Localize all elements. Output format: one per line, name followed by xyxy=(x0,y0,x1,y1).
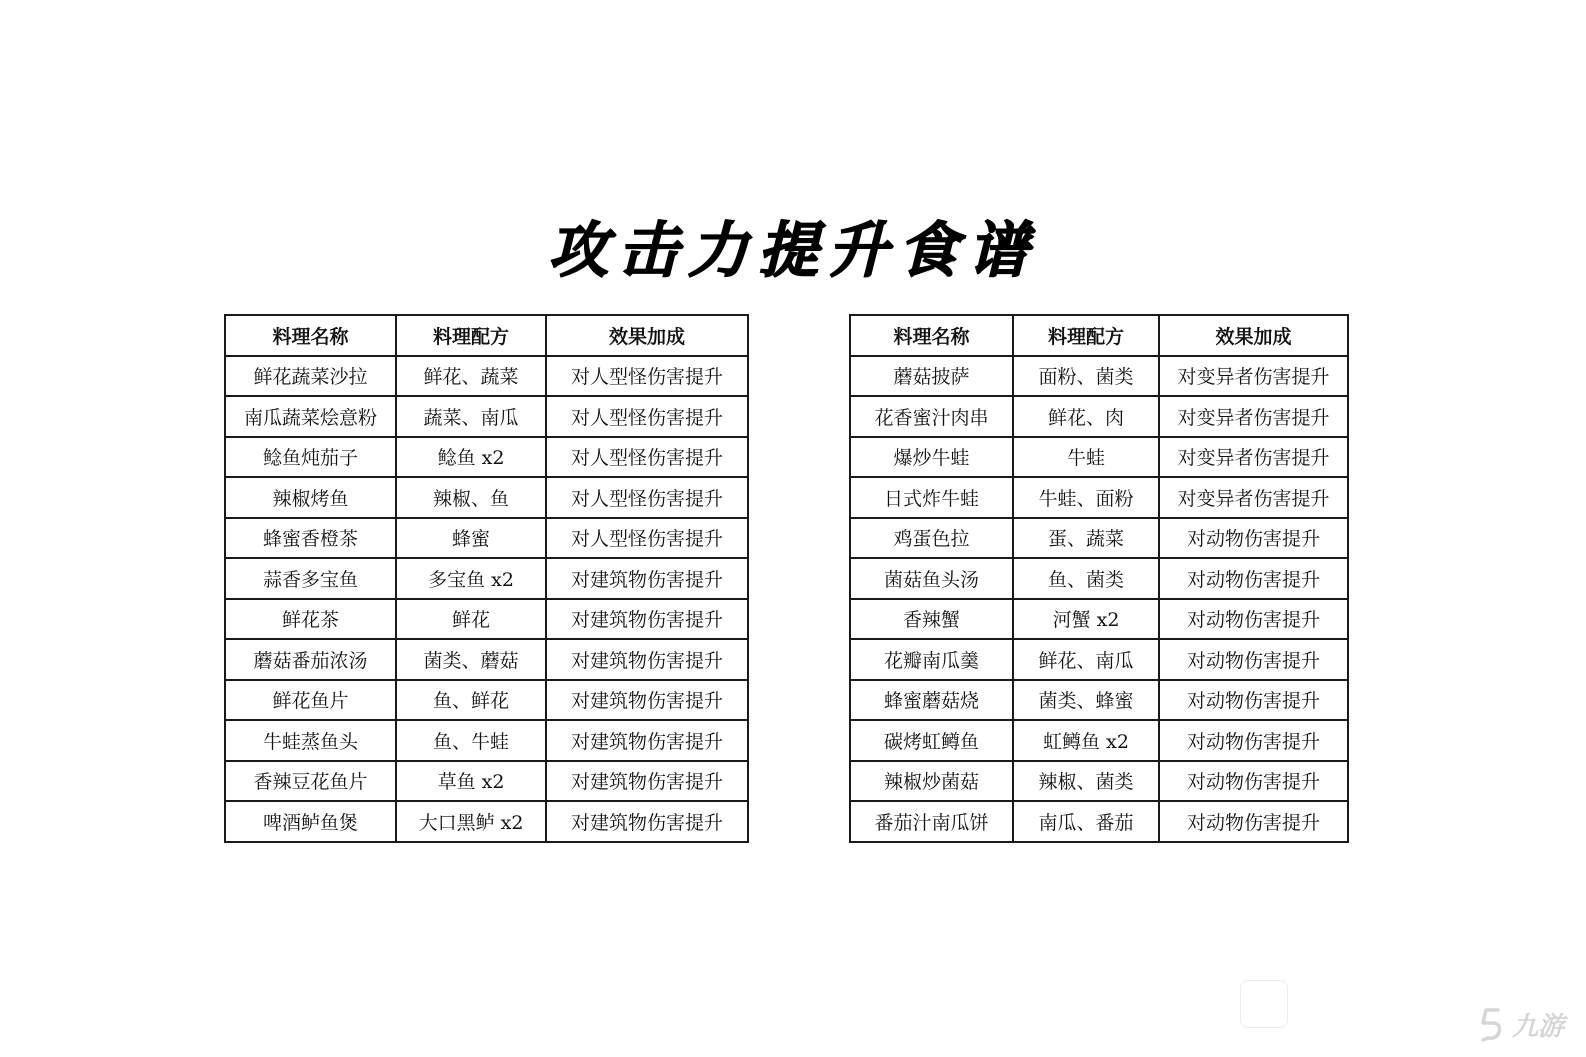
cell-recipe: 大口黑鲈 x2 xyxy=(396,801,546,842)
table-row xyxy=(225,680,748,721)
cell-dish-name: 辣椒烤鱼 xyxy=(225,477,396,518)
recipe-table-right xyxy=(849,314,1349,843)
cell-dish-name: 鲶鱼炖茄子 xyxy=(225,437,396,478)
cell-dish-name: 蒜香多宝鱼 xyxy=(225,558,396,599)
cell-dish-name: 辣椒炒菌菇 xyxy=(850,761,1013,802)
header-recipe: 料理配方 xyxy=(1013,315,1159,356)
cell-dish-name: 南瓜蔬菜烩意粉 xyxy=(225,396,396,437)
cell-recipe: 鱼、牛蛙 xyxy=(396,720,546,761)
cell-effect: 对人型怪伤害提升 xyxy=(546,396,748,437)
cell-effect: 对变异者伤害提升 xyxy=(1159,477,1348,518)
table-row xyxy=(850,639,1348,680)
cell-recipe: 鱼、菌类 xyxy=(1013,558,1159,599)
cell-recipe: 蛋、蔬菜 xyxy=(1013,518,1159,559)
cell-dish-name: 鲜花蔬菜沙拉 xyxy=(225,356,396,397)
cell-effect: 对建筑物伤害提升 xyxy=(546,639,748,680)
cell-effect: 对变异者伤害提升 xyxy=(1159,396,1348,437)
cell-recipe: 鲜花、肉 xyxy=(1013,396,1159,437)
cell-effect: 对变异者伤害提升 xyxy=(1159,437,1348,478)
cell-recipe: 蜂蜜 xyxy=(396,518,546,559)
header-dish-name: 料理名称 xyxy=(850,315,1013,356)
cell-recipe: 虹鳟鱼 x2 xyxy=(1013,720,1159,761)
header-effect: 效果加成 xyxy=(546,315,748,356)
cell-recipe: 鲜花、蔬菜 xyxy=(396,356,546,397)
table-row xyxy=(225,599,748,640)
cell-recipe: 鲜花 xyxy=(396,599,546,640)
cell-recipe: 鲜花、南瓜 xyxy=(1013,639,1159,680)
table-row xyxy=(850,761,1348,802)
nine-game-logo-icon xyxy=(1478,1007,1508,1043)
recipe-table-left xyxy=(224,314,749,843)
cell-dish-name: 蜂蜜蘑菇烧 xyxy=(850,680,1013,721)
cell-effect: 对动物伤害提升 xyxy=(1159,558,1348,599)
cell-recipe: 草鱼 x2 xyxy=(396,761,546,802)
cell-dish-name: 鲜花鱼片 xyxy=(225,680,396,721)
cell-recipe: 菌类、蜂蜜 xyxy=(1013,680,1159,721)
table-row xyxy=(225,396,748,437)
cell-dish-name: 牛蛙蒸鱼头 xyxy=(225,720,396,761)
cell-recipe: 蔬菜、南瓜 xyxy=(396,396,546,437)
table-body xyxy=(850,356,1348,842)
header-effect: 效果加成 xyxy=(1159,315,1348,356)
cell-recipe: 河蟹 x2 xyxy=(1013,599,1159,640)
header-dish-name: 料理名称 xyxy=(225,315,396,356)
cell-dish-name: 香辣豆花鱼片 xyxy=(225,761,396,802)
header-recipe: 料理配方 xyxy=(396,315,546,356)
table-row xyxy=(225,437,748,478)
table-row xyxy=(850,477,1348,518)
cell-effect: 对动物伤害提升 xyxy=(1159,518,1348,559)
cell-dish-name: 蘑菇番茄浓汤 xyxy=(225,639,396,680)
table-row xyxy=(850,720,1348,761)
cell-dish-name: 菌菇鱼头汤 xyxy=(850,558,1013,599)
table-row xyxy=(850,801,1348,842)
cell-effect: 对动物伤害提升 xyxy=(1159,761,1348,802)
cell-effect: 对建筑物伤害提升 xyxy=(546,558,748,599)
cell-effect: 对人型怪伤害提升 xyxy=(546,437,748,478)
table-row xyxy=(850,356,1348,397)
cell-recipe: 牛蛙 xyxy=(1013,437,1159,478)
cell-recipe: 鱼、鲜花 xyxy=(396,680,546,721)
cell-dish-name: 啤酒鲈鱼煲 xyxy=(225,801,396,842)
table-body xyxy=(225,356,748,842)
cell-effect: 对建筑物伤害提升 xyxy=(546,720,748,761)
cell-effect: 对人型怪伤害提升 xyxy=(546,477,748,518)
table-row xyxy=(225,558,748,599)
cell-effect: 对动物伤害提升 xyxy=(1159,599,1348,640)
cell-dish-name: 香辣蟹 xyxy=(850,599,1013,640)
cell-recipe: 牛蛙、面粉 xyxy=(1013,477,1159,518)
watermark-logo xyxy=(1478,1006,1564,1043)
faint-watermark-square xyxy=(1240,980,1288,1028)
table-row xyxy=(850,558,1348,599)
cell-dish-name: 花瓣南瓜羹 xyxy=(850,639,1013,680)
cell-effect: 对变异者伤害提升 xyxy=(1159,356,1348,397)
cell-effect: 对人型怪伤害提升 xyxy=(546,518,748,559)
cell-dish-name: 番茄汁南瓜饼 xyxy=(850,801,1013,842)
table-row xyxy=(225,477,748,518)
cell-recipe: 面粉、菌类 xyxy=(1013,356,1159,397)
watermark-text: 九游 xyxy=(1511,1012,1564,1042)
cell-effect: 对动物伤害提升 xyxy=(1159,801,1348,842)
cell-recipe: 鲶鱼 x2 xyxy=(396,437,546,478)
cell-effect: 对动物伤害提升 xyxy=(1159,720,1348,761)
table-row xyxy=(225,518,748,559)
cell-dish-name: 日式炸牛蛙 xyxy=(850,477,1013,518)
cell-effect: 对建筑物伤害提升 xyxy=(546,761,748,802)
table-row xyxy=(225,761,748,802)
cell-recipe: 多宝鱼 x2 xyxy=(396,558,546,599)
table-row xyxy=(225,720,748,761)
table-row xyxy=(225,801,748,842)
cell-recipe: 南瓜、番茄 xyxy=(1013,801,1159,842)
cell-effect: 对动物伤害提升 xyxy=(1159,639,1348,680)
table-row xyxy=(225,639,748,680)
cell-recipe: 辣椒、菌类 xyxy=(1013,761,1159,802)
cell-recipe: 辣椒、鱼 xyxy=(396,477,546,518)
cell-dish-name: 爆炒牛蛙 xyxy=(850,437,1013,478)
page-title: 攻击力提升食谱 xyxy=(548,216,1038,286)
cell-dish-name: 蜂蜜香橙茶 xyxy=(225,518,396,559)
table-row xyxy=(850,518,1348,559)
cell-dish-name: 鲜花茶 xyxy=(225,599,396,640)
table-row xyxy=(850,599,1348,640)
cell-dish-name: 花香蜜汁肉串 xyxy=(850,396,1013,437)
cell-effect: 对建筑物伤害提升 xyxy=(546,801,748,842)
cell-dish-name: 碳烤虹鳟鱼 xyxy=(850,720,1013,761)
cell-effect: 对建筑物伤害提升 xyxy=(546,680,748,721)
table-row xyxy=(850,437,1348,478)
table-row xyxy=(850,680,1348,721)
cell-effect: 对建筑物伤害提升 xyxy=(546,599,748,640)
cell-recipe: 菌类、蘑菇 xyxy=(396,639,546,680)
table-row xyxy=(850,396,1348,437)
table-header-row xyxy=(850,315,1348,356)
cell-effect: 对人型怪伤害提升 xyxy=(546,356,748,397)
cell-effect: 对动物伤害提升 xyxy=(1159,680,1348,721)
cell-dish-name: 蘑菇披萨 xyxy=(850,356,1013,397)
cell-dish-name: 鸡蛋色拉 xyxy=(850,518,1013,559)
table-header-row xyxy=(225,315,748,356)
table-row xyxy=(225,356,748,397)
